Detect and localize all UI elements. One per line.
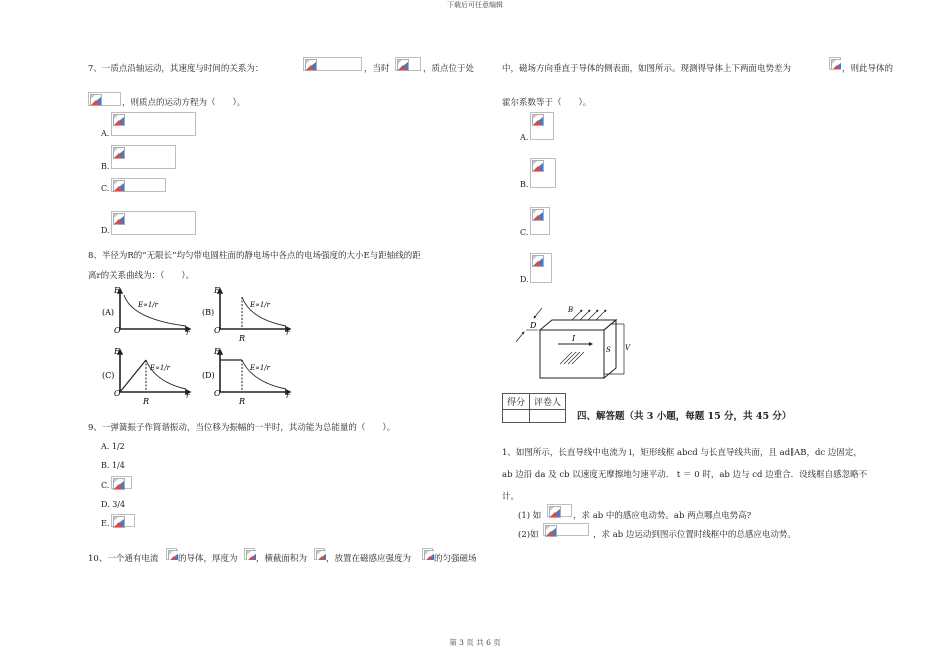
- q7-option-d[interactable]: D.: [101, 226, 110, 235]
- q7-option-b[interactable]: B.: [101, 162, 110, 171]
- q10-text-5: 的匀强磁场: [434, 554, 477, 564]
- broken-image-icon: [305, 59, 317, 71]
- broken-image-icon: [545, 525, 557, 537]
- broken-image-icon: [113, 478, 125, 490]
- q8-text-1: 8、半径为R的“无限长”均匀带电圆柱面的静电场中各点的电场强度的大小E与距轴线的距: [88, 251, 421, 261]
- axis-r: r: [286, 392, 290, 400]
- formula-image: [395, 57, 421, 71]
- broken-image-icon: [397, 59, 409, 71]
- q7-text-2: ，则质点的运动方程为（ ）。: [122, 98, 246, 108]
- q7-option-a[interactable]: A.: [101, 129, 110, 138]
- formula-image: [244, 548, 255, 560]
- score-label: 得分: [503, 394, 530, 410]
- p1-text-2: ab 边沿 da 及 cb 以速度无摩擦地匀速平动． t ＝ 0 时，ab 边与 cd 边重合．设线框自感忽略不: [502, 470, 868, 480]
- p1-sub1-a: (1) 如: [518, 511, 542, 521]
- graph-formula: E∝1/r: [138, 301, 159, 309]
- q10-cont-2: 霍尔系数等于（ ）。: [502, 98, 592, 108]
- broken-image-icon: [246, 550, 256, 560]
- broken-image-icon: [113, 180, 125, 192]
- current-label: I: [572, 334, 576, 343]
- hall-effect-figure: [512, 302, 632, 384]
- graph-formula: E∝1/r: [150, 364, 171, 372]
- q10-option-b[interactable]: B.: [520, 180, 529, 189]
- axis-e: E: [214, 347, 220, 356]
- formula-image: [166, 548, 177, 560]
- s-label: S: [606, 346, 611, 354]
- graph-formula: E∝1/r: [250, 301, 271, 309]
- broken-image-icon: [831, 59, 841, 69]
- broken-image-icon: [168, 550, 178, 560]
- p1-sub1-b: ，求 ab 中的感应电动势。ab 两点哪点电势高?: [573, 511, 752, 521]
- q7-text-c: ，质点位于处: [423, 64, 475, 74]
- option-image: [111, 145, 176, 169]
- grader-cell[interactable]: [530, 410, 566, 423]
- formula-image: [543, 523, 589, 536]
- broken-image-icon: [532, 209, 544, 221]
- broken-image-icon: [532, 160, 544, 172]
- p1-sub2-b: ，求 ab 边运动到图示位置时线框中的总感应电动势。: [593, 530, 796, 540]
- q10-text-1: 10、一个通有电流: [88, 554, 159, 564]
- option-image: [530, 253, 552, 283]
- axis-r: r: [186, 392, 190, 400]
- r-mark: R: [143, 397, 150, 406]
- q9-option-a[interactable]: A. 1/2: [101, 442, 125, 451]
- q10-option-c[interactable]: C.: [520, 228, 529, 237]
- q10-cont-1: 中，磁场方向垂直于导体的侧表面，如图所示。现测得导体上下两面电势差为: [502, 64, 792, 74]
- axis-r: r: [286, 329, 290, 337]
- option-image: [111, 514, 135, 527]
- broken-image-icon: [532, 255, 544, 267]
- broken-image-icon: [549, 506, 561, 518]
- option-image: [111, 112, 196, 136]
- axis-origin: O: [214, 326, 221, 335]
- p1-sub2-a: (2)如: [518, 530, 539, 540]
- axis-e: E: [114, 286, 120, 295]
- formula-image: [314, 548, 325, 560]
- p1-text-3: 计。: [502, 492, 520, 502]
- v-label: V: [625, 344, 631, 352]
- formula-image: [829, 57, 841, 70]
- q10-cont-1b: ，则此导体的: [842, 64, 894, 74]
- p1-text-1: 1、如图所示，长直导线中电流为 i，矩形线框 abcd 与长直导线共面，且 ad∥AB，dc 边固定，: [502, 448, 862, 458]
- q7-option-c[interactable]: C.: [101, 184, 110, 193]
- graph-a: [100, 285, 195, 335]
- option-image: [530, 112, 554, 140]
- q9-option-e[interactable]: E.: [101, 519, 110, 528]
- axis-origin: O: [114, 326, 121, 335]
- graph-b: [200, 285, 295, 343]
- broken-image-icon: [90, 94, 102, 106]
- q10-option-d[interactable]: D.: [520, 275, 529, 284]
- formula-image: [422, 548, 433, 560]
- q9-text: 9、一弹簧振子作简谐振动，当位移为振幅的一半时，其动能为总能量的（ ）。: [88, 423, 396, 433]
- r-mark: R: [239, 397, 246, 406]
- graph-d: [200, 346, 295, 406]
- q9-option-d[interactable]: D. 3/4: [101, 500, 126, 509]
- q10-text-4: ，放置在磁感应强度为: [326, 554, 412, 564]
- option-image: [530, 158, 556, 188]
- axis-origin: O: [114, 389, 121, 398]
- q7-text-a: 7、一质点沿轴运动，其速度与时间的关系为：: [88, 64, 264, 74]
- broken-image-icon: [424, 550, 434, 560]
- broken-image-icon: [316, 550, 326, 560]
- broken-image-icon: [113, 114, 125, 126]
- q10-option-a[interactable]: A.: [520, 133, 529, 142]
- q7-text-b: ，当时: [364, 64, 390, 74]
- graph-formula: E∝1/r: [250, 364, 271, 372]
- top-note: 下载后可任意编辑: [447, 1, 503, 9]
- option-image: [111, 476, 132, 489]
- score-cell[interactable]: [503, 410, 530, 423]
- q9-option-b[interactable]: B. 1/4: [101, 461, 125, 470]
- option-image: [111, 211, 196, 235]
- formula-image: [303, 57, 362, 71]
- q9-option-c[interactable]: C.: [101, 481, 110, 490]
- axis-origin: O: [214, 389, 221, 398]
- grader-label: 评卷人: [530, 394, 566, 410]
- d-label: D: [530, 321, 537, 330]
- axis-e: E: [214, 286, 220, 295]
- broken-image-icon: [113, 516, 125, 528]
- broken-image-icon: [113, 147, 125, 159]
- score-box: [502, 393, 566, 423]
- graph-label: (B): [202, 308, 215, 317]
- q10-text-3: ，横截面积为: [256, 554, 308, 564]
- b-label: B: [568, 306, 574, 314]
- graph-label: (D): [202, 371, 215, 380]
- axis-e: E: [114, 347, 120, 356]
- graph-label: (A): [102, 308, 115, 317]
- option-image: [530, 207, 550, 235]
- page-footer: 第 3 页 共 6 页: [449, 638, 501, 647]
- section-title: 四、解答题（共 3 小题，每题 15 分，共 45 分）: [577, 411, 792, 422]
- option-image: [111, 178, 166, 192]
- q10-text-2: 的导体，厚度为: [178, 554, 238, 564]
- q8-text-2: 离r的关系曲线为：（ ）。: [88, 271, 195, 281]
- graph-c: [100, 346, 195, 406]
- axis-r: r: [186, 329, 190, 335]
- r-mark: R: [239, 334, 246, 343]
- broken-image-icon: [532, 114, 544, 126]
- formula-image: [547, 504, 572, 517]
- formula-image: [88, 92, 121, 106]
- graph-label: (C): [102, 371, 115, 380]
- broken-image-icon: [113, 213, 125, 225]
